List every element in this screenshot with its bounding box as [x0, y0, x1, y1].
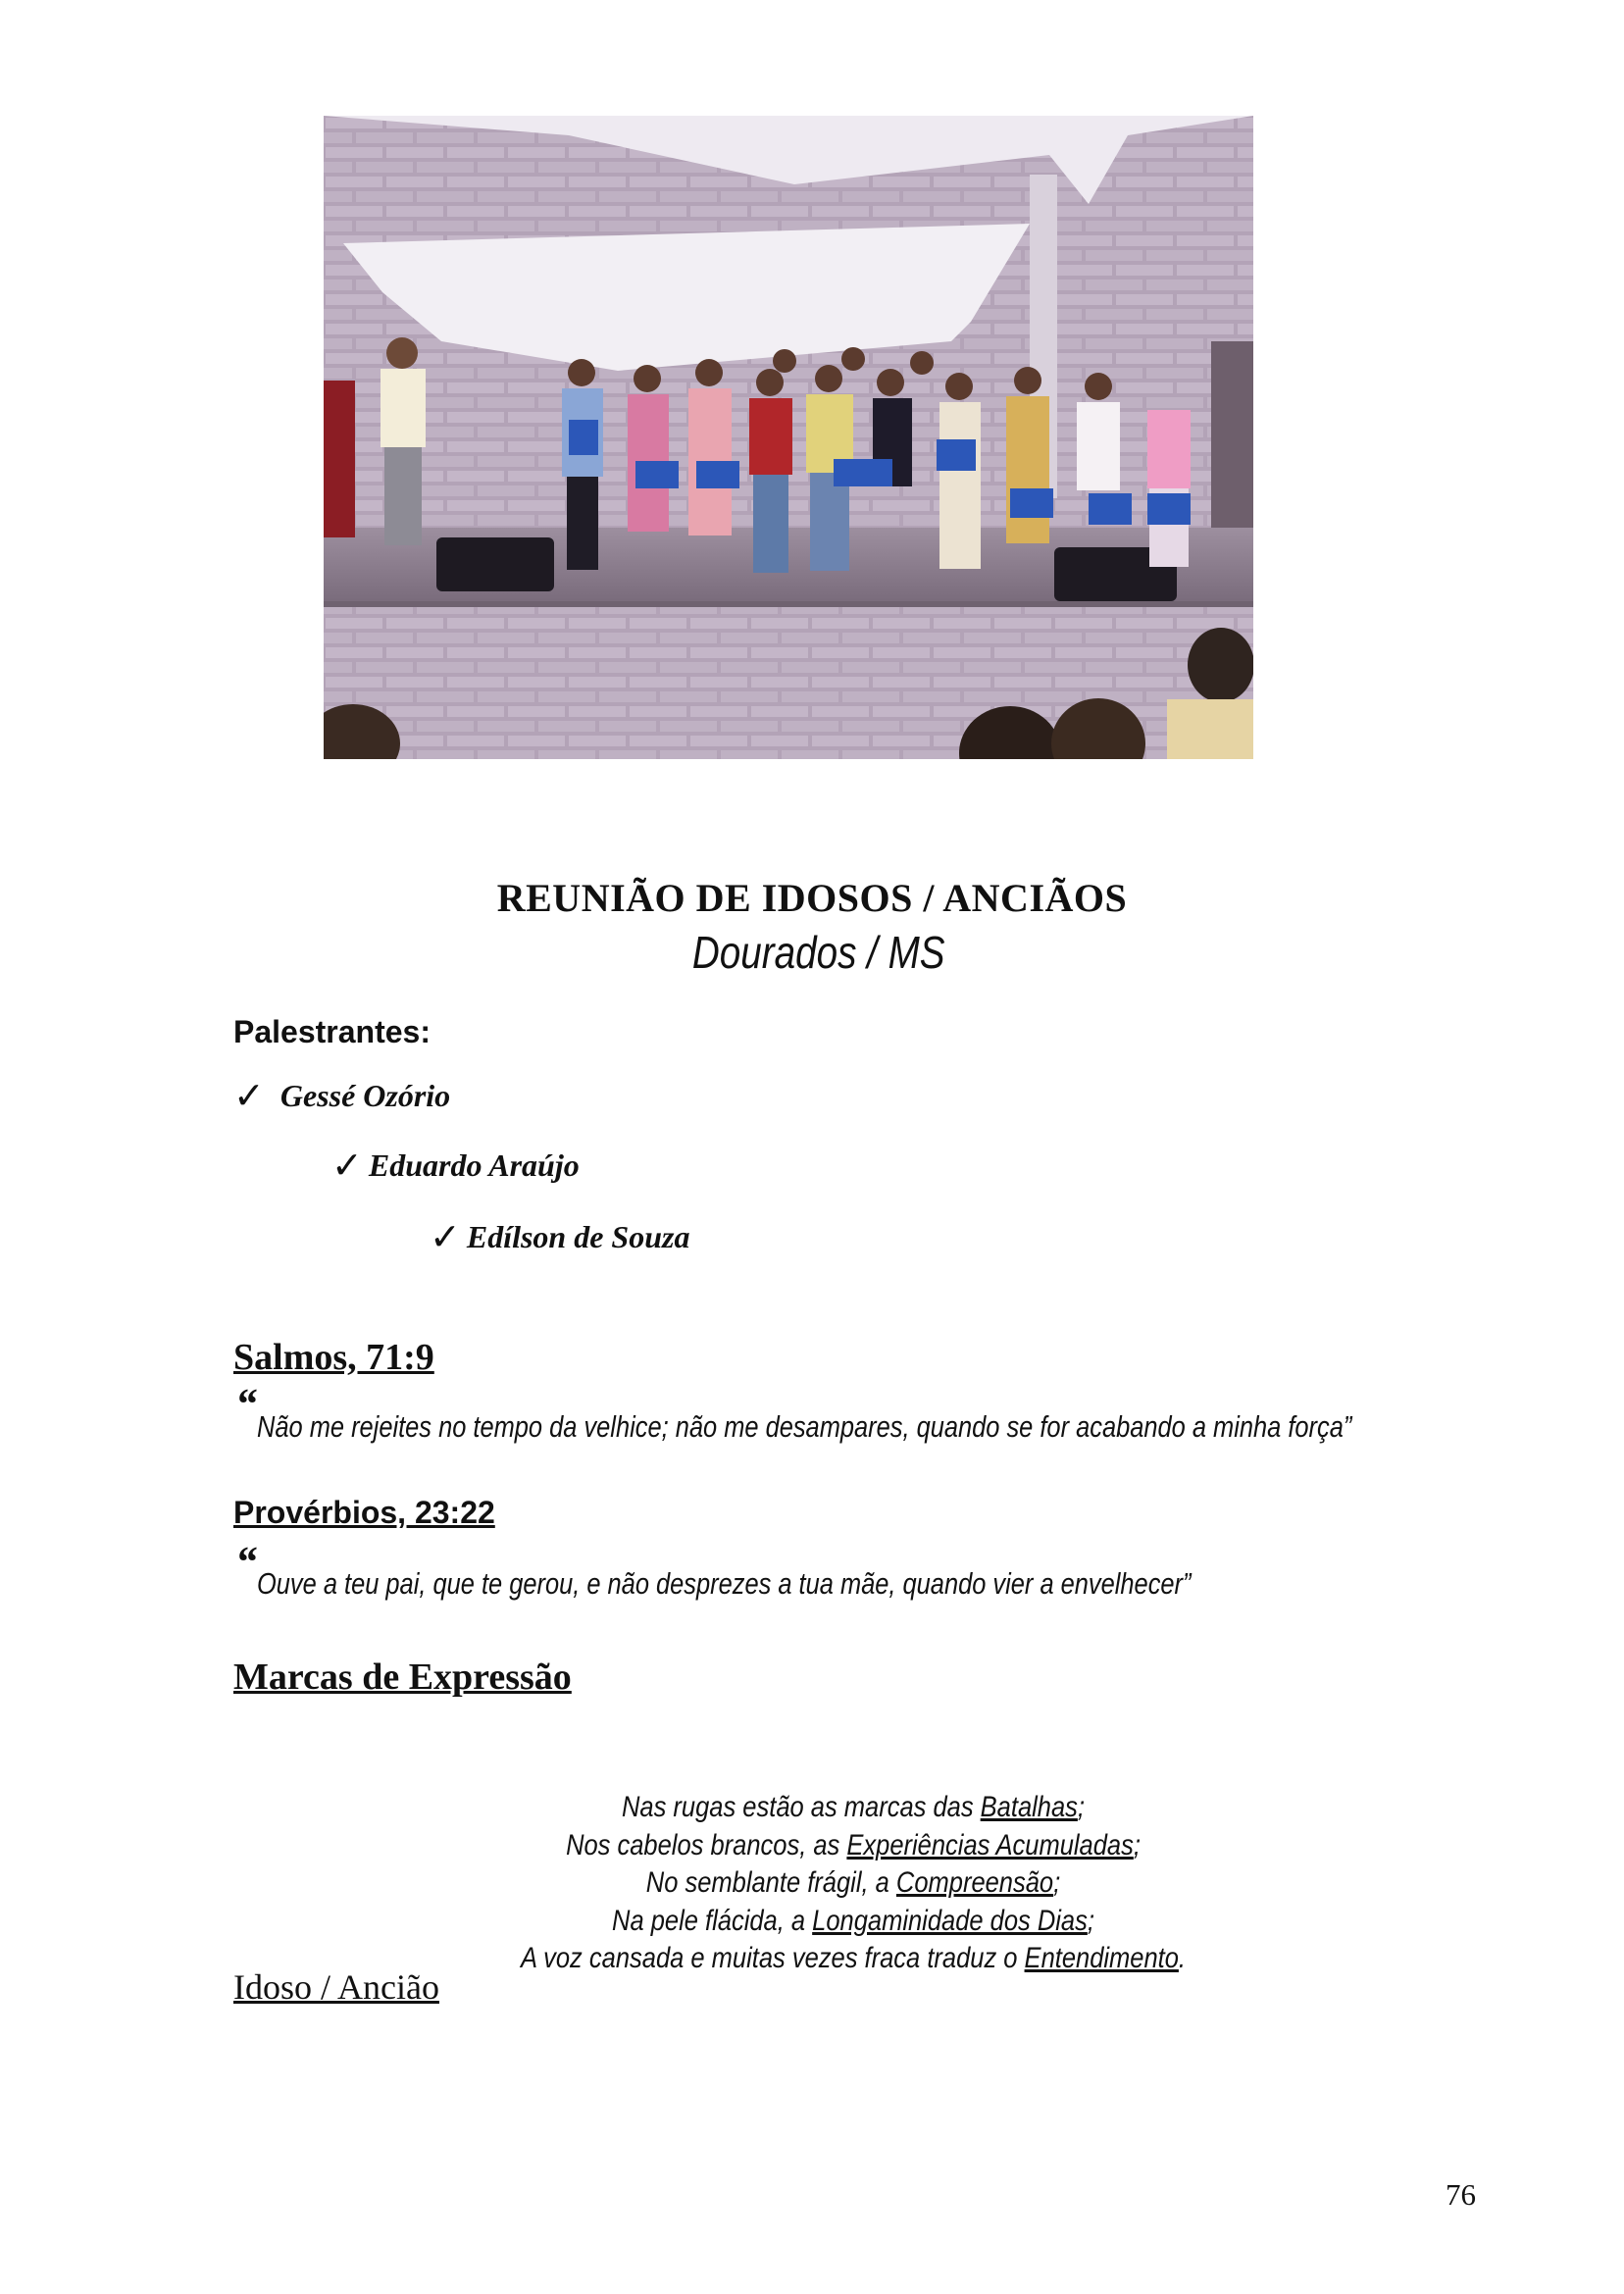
speaker-item	[430, 1215, 689, 1258]
checkmark-icon: ✓	[233, 1074, 265, 1117]
speaker-item	[233, 1074, 450, 1117]
speakers-label: Palestrantes:	[233, 1014, 431, 1049]
speaker-name: Gessé Ozório	[279, 1077, 451, 1113]
speaker-name: Edílson de Souza	[466, 1218, 690, 1254]
open-quote-mark: “	[235, 1380, 257, 1428]
poem-line: No semblante frágil, a Compreensão;	[645, 1866, 1061, 1899]
section-heading: Marcas de Expressão	[233, 1657, 572, 1698]
checkmark-icon: ✓	[331, 1144, 363, 1187]
page-number: 76	[1446, 2177, 1476, 2212]
verse-text: Não me rejeites no tempo da velhice; não me desampares, quando se for acabando a minha força”	[257, 1409, 1352, 1444]
group-photo	[324, 116, 1253, 759]
poem-highlight: Longaminidade dos Dias	[812, 1904, 1088, 1937]
poem-highlight: Compreensão	[895, 1866, 1054, 1899]
verse-reference: Provérbios, 23:22	[233, 1495, 495, 1530]
poem-highlight: Experiências Acumuladas	[846, 1828, 1134, 1861]
speaker-name: Eduardo Araújo	[368, 1147, 580, 1183]
page-title: REUNIÃO DE IDOSOS / ANCIÃOS	[496, 876, 1128, 920]
poem-highlight: Batalhas	[980, 1791, 1078, 1823]
poem-line: Nas rugas estão as marcas das Batalhas;	[621, 1791, 1085, 1823]
poem-line: A voz cansada e muitas vezes fraca traduz o Entendimento.	[520, 1942, 1187, 1974]
poem-line: Na pele flácida, a Longaminidade dos Dias;	[612, 1904, 1094, 1937]
poem	[461, 1789, 1245, 1978]
speaker-item	[331, 1144, 580, 1187]
poem-highlight: Entendimento	[1024, 1942, 1179, 1974]
page-subtitle: Dourados / MS	[691, 927, 945, 978]
open-quote-mark: “	[235, 1538, 257, 1586]
verse-text: Ouve a teu pai, que te gerou, e não desprezes a tua mãe, quando vier a envelhecer”	[257, 1566, 1192, 1601]
poem-line: Nos cabelos brancos, as Experiências Acumuladas;	[566, 1828, 1141, 1861]
verse-reference: Salmos, 71:9	[233, 1337, 434, 1378]
poem-subject: Idoso / Ancião	[233, 1967, 439, 2007]
checkmark-icon: ✓	[430, 1215, 461, 1258]
